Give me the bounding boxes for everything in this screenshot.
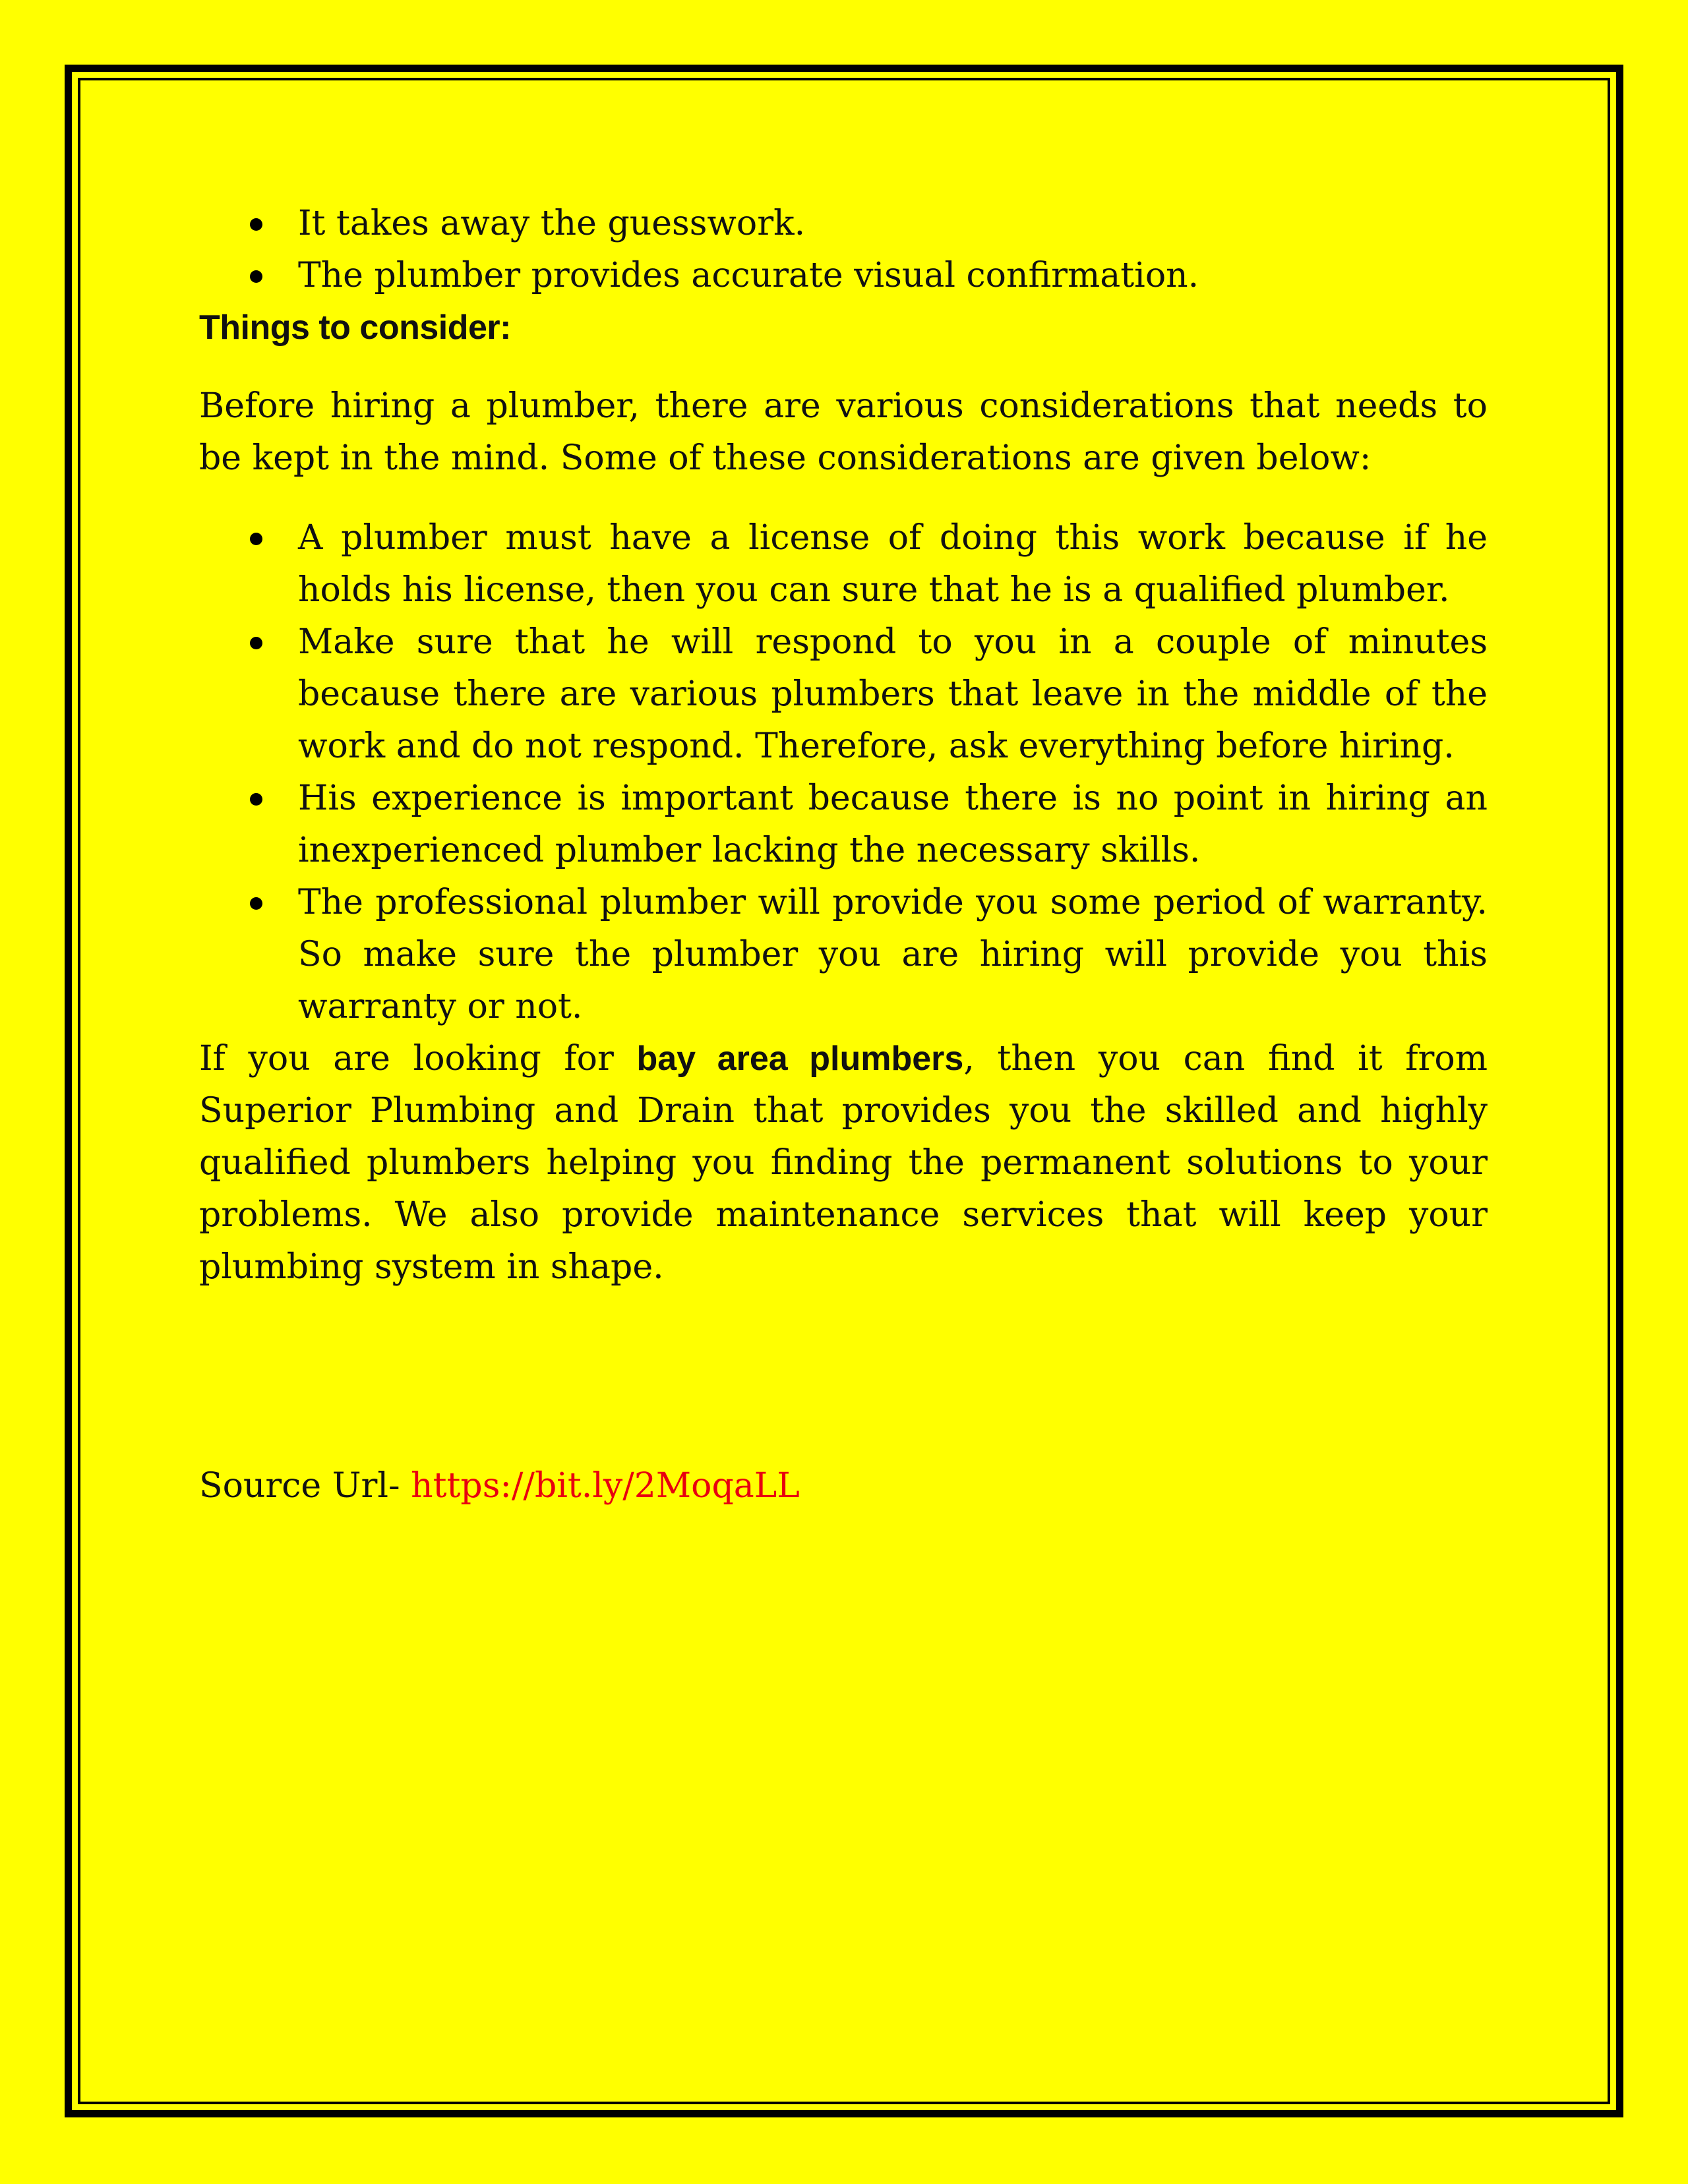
benefits-list — [199, 198, 1488, 302]
bullet-icon — [250, 793, 262, 806]
bullet-icon — [250, 270, 262, 283]
bullet-icon — [250, 218, 262, 231]
source-url-link[interactable]: https://bit.ly/2MoqaLL — [411, 1466, 800, 1506]
list-item: His experience is important because there is no point in hiring an inexperienced plumber lacking the necessary skills. — [199, 773, 1488, 877]
document-content — [199, 198, 1488, 1512]
bullet-icon — [250, 533, 262, 545]
section-heading: Things to consider: — [199, 309, 511, 347]
closing-paragraph: If you are looking for bay area plumbers, then you can find it from Superior Plumbing and Drain that provides you the skilled and highly qualified plumbers helping you finding the permanent solutions to your problems. We also provide maintenance services that will keep your plumbing system in shape. — [199, 1039, 1488, 1287]
list-item: The plumber provides accurate visual confirmation. — [199, 250, 1488, 302]
list-item: It takes away the guesswork. — [199, 198, 1488, 250]
considerations-list — [199, 512, 1488, 1033]
list-item: The professional plumber will provide you some period of warranty. So make sure the plumber you are hiring will provide you this warranty or not. — [199, 877, 1488, 1033]
intro-paragraph: Before hiring a plumber, there are various considerations that needs to be kept in the mind. Some of these considerations are given below: — [199, 386, 1488, 478]
source-line — [199, 1460, 1488, 1512]
source-label: Source Url- — [199, 1466, 411, 1506]
list-item: Make sure that he will respond to you in a couple of minutes because there are various plumbers that leave in the middle of the work and do not respond. Therefore, ask everything before hiring. — [199, 616, 1488, 773]
bullet-icon — [250, 897, 262, 910]
list-item: A plumber must have a license of doing this work because if he holds his license, then you can sure that he is a qualified plumber. — [199, 512, 1488, 616]
bay-area-plumbers-link[interactable]: bay area plumbers — [636, 1040, 964, 1078]
bullet-icon — [250, 637, 262, 649]
